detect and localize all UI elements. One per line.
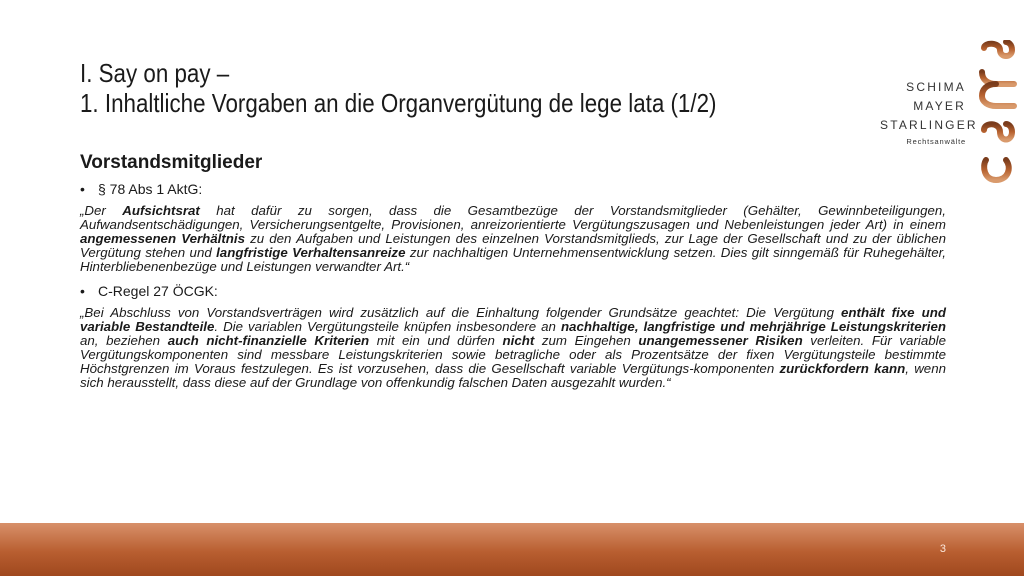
quote-emphasis: unangemessener Risiken: [638, 333, 803, 348]
sms-logo-icon: [978, 40, 1018, 188]
bullet-icon: •: [80, 181, 85, 197]
bullet-icon: •: [80, 283, 85, 299]
quote-text: verleiten. Für variable Vergütungskomponenten sind messbare Leistungskriterien sowie betragliche oder als Prozentsätze der fixen Vergütungsteile bestimmte Höchstgrenzen im Voraus festzulegen. Es ist vorzusehen, dass die Gesellschaft variable Vergütungs-komponenten: [80, 333, 946, 376]
slide-title-line2: 1. Inhaltliche Vorgaben an die Organvergütung de lege lata (1/2): [80, 88, 717, 118]
quote-aktg: [80, 204, 946, 274]
bullet-item-ocgk: [80, 282, 946, 300]
quote-emphasis: langfristige Verhaltensanreize: [216, 245, 406, 260]
quote-text: mit ein und dürfen: [369, 333, 503, 348]
quote-text: „Bei Abschluss von Vorstandsverträgen wird zusätzlich auf die Einhaltung folgender Grundsätze geachtet: Die Vergütung: [80, 305, 842, 320]
slide-title-line1: I. Say on pay –: [80, 58, 230, 88]
quote-emphasis: angemessenen Verhältnis: [80, 231, 245, 246]
quote-text: „Der: [80, 203, 123, 218]
quote-text: , wenn sich herausstellt, dass diese auf der Grundlage von offenkundig falschen Daten ausgezahlt wurden.“: [80, 361, 946, 390]
quote-emphasis: auch nicht-finanzielle Kriterien: [167, 333, 370, 348]
quote-emphasis: nicht: [502, 333, 535, 348]
logo-line-starlinger: STARLINGER: [880, 118, 978, 132]
page-number: 3: [939, 543, 946, 555]
footer-bar: [0, 523, 1024, 576]
bullet-label-ocgk: C-Regel 27 ÖCGK:: [98, 283, 218, 299]
quote-emphasis: Aufsichtsrat: [122, 203, 200, 218]
section-heading: Vorstandsmitglieder: [80, 152, 263, 173]
quote-emphasis: nachhaltige, langfristige und mehrjährige Leistungskriterien: [560, 319, 946, 334]
quote-emphasis: zurückfordern kann: [779, 361, 906, 376]
firm-logo-text: [880, 78, 978, 148]
logo-line-schima: SCHIMA: [906, 80, 966, 94]
quote-text: zu den Aufgaben und Leistungen des einzelnen Vorstandsmitglieds, zur Lage der Gesellschaft und zu der üblichen Vergütung stehen und: [80, 231, 947, 260]
bullet-label-aktg: § 78 Abs 1 AktG:: [98, 181, 203, 197]
quote-ocgk: [80, 306, 946, 390]
quote-text: zum Eingehen: [534, 333, 639, 348]
slide-title: [80, 58, 768, 118]
quote-text: . Die variablen Vergütungsteile knüpfen insbesondere an: [214, 319, 561, 334]
bullet-item-aktg: [80, 180, 946, 198]
quote-text: zur nachhaltigen Unternehmensentwicklung setzen. Dies gilt sinngemäß für Ruhegehälter, Hinterbliebenenbezüge und Leistungen verwandter Art.“: [80, 245, 947, 274]
quote-text: hat dafür zu sorgen, dass die Gesamtbezüge der Vorstandsmitglieder (Gehälter, Gewinnbeteiligungen, Aufwandsentschädigungen, Versicherungsentgelte, Provisionen, anreizorientierte Vergütungszusagen und Nebenleistungen jeder Art) in einem: [80, 203, 946, 232]
slide-body: [80, 152, 946, 398]
logo-line-rechtsanwaelte: Rechtsanwälte: [906, 137, 966, 146]
quote-text: an, beziehen: [80, 333, 168, 348]
logo-line-mayer: MAYER: [913, 99, 966, 113]
quote-emphasis: enthält fixe und variable Bestandteile: [80, 305, 946, 334]
